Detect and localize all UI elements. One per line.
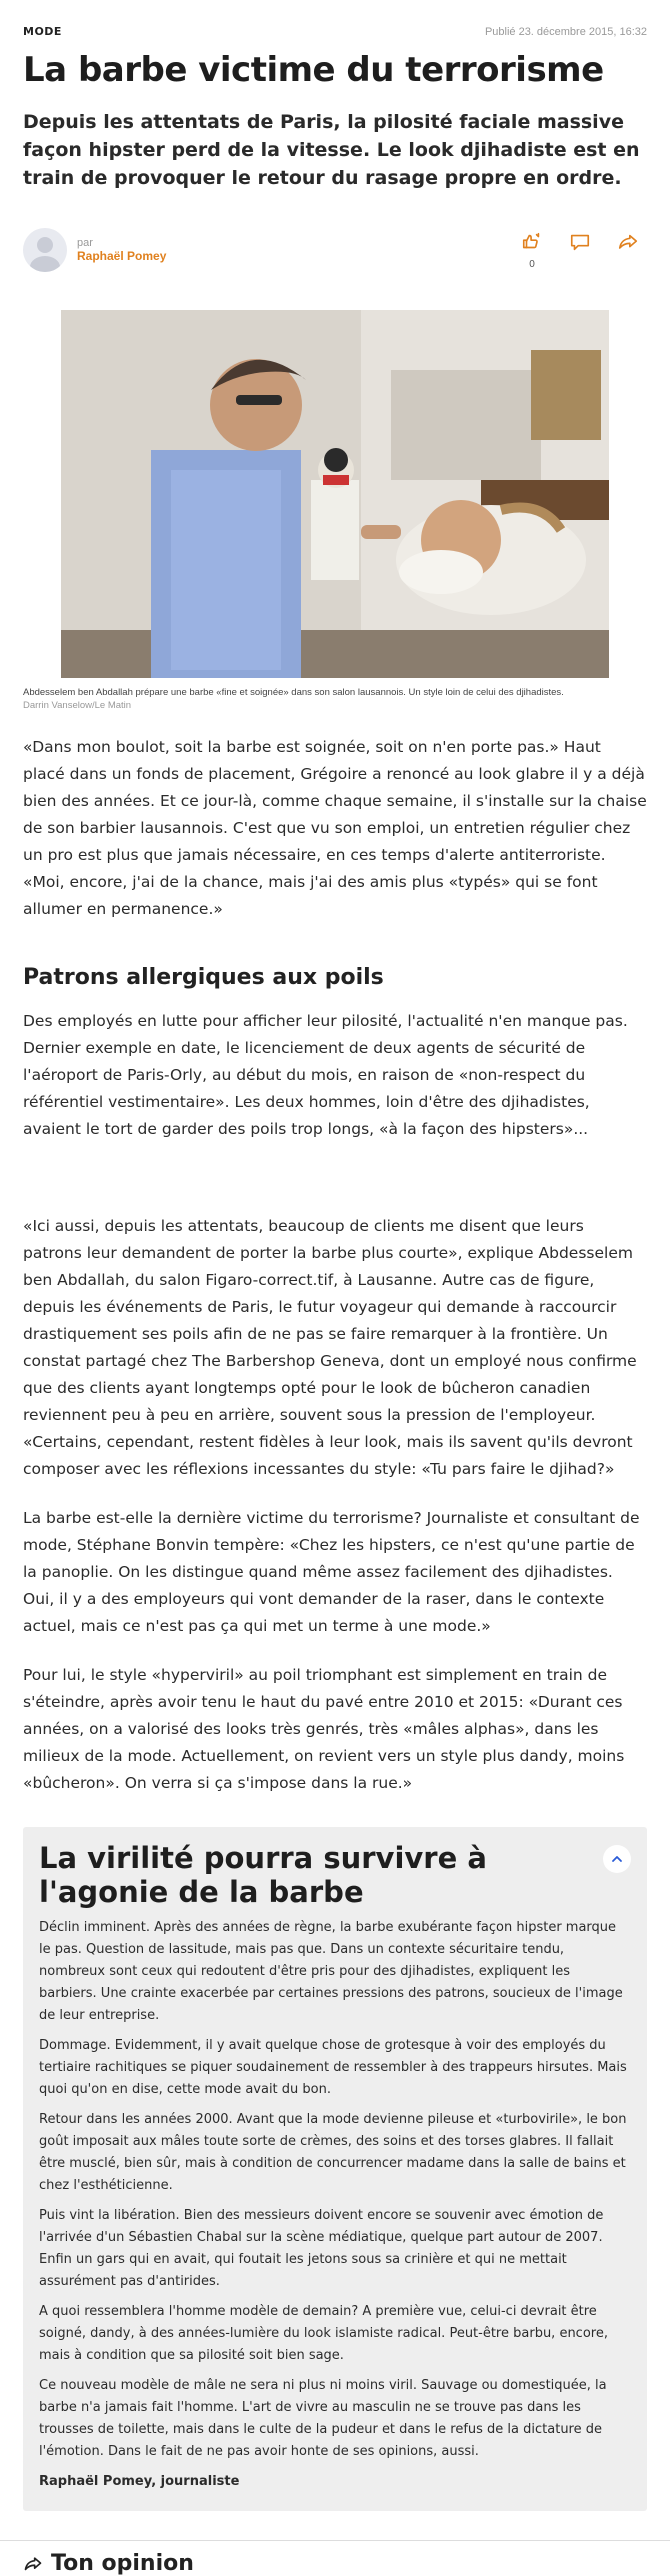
- article-title: La barbe victime du terrorisme: [23, 50, 604, 90]
- opinion-box-signature: Raphaël Pomey, journaliste: [39, 2474, 240, 2489]
- share-icon: [617, 231, 639, 253]
- opinion-box-paragraph: Déclin imminent. Après des années de règne, la barbe exubérante façon hipster marque le pas. Question de lassitude, mais pas que. Dans un contexte sécuritaire tendu, nombreux sont ceux qui redoutent d'être pris pour des djihadistes, expliquent les barbiers. Une crainte exacerbée par certaines pressions des patrons, soucieux de l'image de leur entreprise.: [39, 1920, 623, 2023]
- like-button[interactable]: [521, 231, 543, 270]
- opinion-section: [0, 2540, 670, 2576]
- section-heading: Patrons allergiques aux poils: [23, 965, 384, 990]
- article-paragraph: Pour lui, le style «hyperviril» au poil triomphant est simplement en train de s'éteindre, après avoir tenu le haut du pavé entre 2010 et 2015: «Durant ces années, on a valorisé des looks très genrés, très «mâles alphas», dans les milieux de la mode. Actuellement, on revient vers un style plus dandy, moins «bûcheron». On verra si ça s'impose dans la rue.»: [23, 1666, 625, 1792]
- publish-date: Publié 23. décembre 2015, 16:32: [484, 25, 647, 38]
- author-avatar: [23, 228, 67, 272]
- article-actions: [521, 231, 647, 270]
- opinion-box-paragraph: Retour dans les années 2000. Avant que la mode devienne pileuse et «turbovirile», le bon goût imposait aux mâles toute sorte de crèmes, des soins et des torses glabres. Il fallait être musclé, bien sûr, mais à condition de concurrencer madame dans la salle de bains et chez l'esthéticienne.: [39, 2112, 627, 2193]
- byline: [23, 220, 647, 280]
- byline-prefix: par: [77, 237, 93, 249]
- collapse-button[interactable]: [603, 1845, 631, 1873]
- opinion-box-paragraph: A quoi ressemblera l'homme modèle de demain? A première vue, celui-ci devrait être soigné, dandy, à des années-lumière du look islamiste radical. Peut-être barbu, encore, mais à condition que sa pilosité soit bien sage.: [39, 2304, 608, 2363]
- article-paragraph: La barbe est-elle la dernière victime du terrorisme? Journaliste et consultant de mode, Stéphane Bonvin tempère: «Chez les hipsters, ce n'est qu'une partie de la panoplie. On les distingue quand même assez facilement des djihadistes. Oui, il y a des employeurs qui vont demander de la raser, dans le contexte actuel, mais ce n'est pas ça qui met un terme à une mode.»: [23, 1509, 640, 1635]
- opinion-box: [23, 1827, 647, 2511]
- opinion-box-header: [39, 1841, 631, 1909]
- article-lead: Depuis les attentats de Paris, la pilosité faciale massive façon hipster perd de la vitesse. Le look djihadiste est en train de provoquer le retour du rasage propre en ordre.: [23, 111, 640, 189]
- opinion-label: Ton opinion: [51, 2551, 194, 2576]
- share-arrow-icon: [23, 2554, 43, 2574]
- author-block: [77, 237, 166, 263]
- article-photo[interactable]: [61, 310, 609, 678]
- article-paragraph: Des employés en lutte pour afficher leur pilosité, l'actualité n'en manque pas. Dernier exemple en date, le licenciement de deux agents de sécurité de l'aéroport de Paris-Orly, au début du mois, en raison de «non-respect du référentiel vestimentaire». Les deux hommes, loin d'être des djihadistes, avaient le tort de garder des poils trop longs, «à la façon des hipsters»...: [23, 1012, 628, 1138]
- author-name[interactable]: Raphaël Pomey: [77, 249, 167, 263]
- like-count: 0: [529, 258, 535, 270]
- article-figure: [23, 310, 647, 712]
- opinion-box-title: La virilité pourra survivre à l'agonie de la barbe: [39, 1841, 487, 1909]
- photo-caption: Abdesselem ben Abdallah prépare une barbe «fine et soignée» dans son salon lausannois. Un style loin de celui des djihadistes.: [23, 687, 564, 698]
- opinion-box-paragraph: Puis vint la libération. Bien des messieurs doivent encore se souvenir avec émotion de l'arrivée d'un Sébastien Chabal sur la scène médiatique, quelque part autour de 2007. Enfin un gars qui en avait, qui foutait les jetons sous sa crinière et qui ne mettait assurément pas d'antirides.: [39, 2208, 604, 2289]
- chevron-up-icon: [610, 1852, 624, 1866]
- thumbs-icon: [521, 231, 543, 253]
- article-paragraph: «Ici aussi, depuis les attentats, beaucoup de clients me disent que leurs patrons leur demandent de porter la barbe plus courte», explique Abdesselem ben Abdallah, du salon Figaro-correct.tif, à Lausanne. Autre cas de figure, depuis les événements de Paris, le futur voyageur qui demande à raccourcir drastiquement ses poils afin de ne pas se faire remarquer à la frontière. Un constat partagé chez The Barbershop Geneva, dont un employé nous confirme que des clients ayant longtemps opté pour le look de bûcheron canadien reviennent peu à peu en arrière, souvent sous la pression de l'employeur. «Certains, cependant, restent fidèles à leur look, mais ils savent qu'ils devront composer avec les réflexions incessantes du style: «Tu pars faire le djihad?»: [23, 1217, 637, 1478]
- share-button[interactable]: [617, 231, 639, 270]
- comment-button[interactable]: [569, 231, 591, 270]
- opinion-header[interactable]: [23, 2551, 647, 2576]
- photo-credit: Darrin Vanselow/Le Matin: [23, 700, 132, 711]
- opinion-box-paragraph: Dommage. Evidemment, il y avait quelque chose de grotesque à voir des employés du tertiaire rachitiques se piquer soudainement de ressembler à des trappeurs hirsutes. Mais quoi qu'on en dise, cette mode avait du bon.: [39, 2038, 627, 2097]
- rubric-label[interactable]: MODE: [23, 25, 62, 38]
- opinion-box-paragraph: Ce nouveau modèle de mâle ne sera ni plus ni moins viril. Sauvage ou domestiquée, la barbe n'a jamais fait l'homme. L'art de vivre au masculin ne se trouve pas dans les trousses de toilette, mais dans le culte de la pudeur et dans le refus de la dictature de l'émotion. Dans le fait de ne pas avoir honte de ses opinions, aussi.: [39, 2378, 607, 2459]
- article-paragraph: «Dans mon boulot, soit la barbe est soignée, soit on n'en porte pas.» Haut placé dans un fonds de placement, Grégoire a renoncé au look glabre il y a déjà bien des années. Et ce jour-là, comme chaque semaine, il s'installe sur la chaise de son barbier lausannois. C'est que vu son emploi, un entretien régulier chez un pro est plus que jamais nécessaire, en ces temps d'alerte antiterroriste. «Moi, encore, j'ai de la chance, mais j'ai des amis plus «typés» qui se font allumer en permanence.»: [23, 738, 647, 918]
- comment-icon: [569, 231, 591, 253]
- article-topbar: [23, 0, 647, 40]
